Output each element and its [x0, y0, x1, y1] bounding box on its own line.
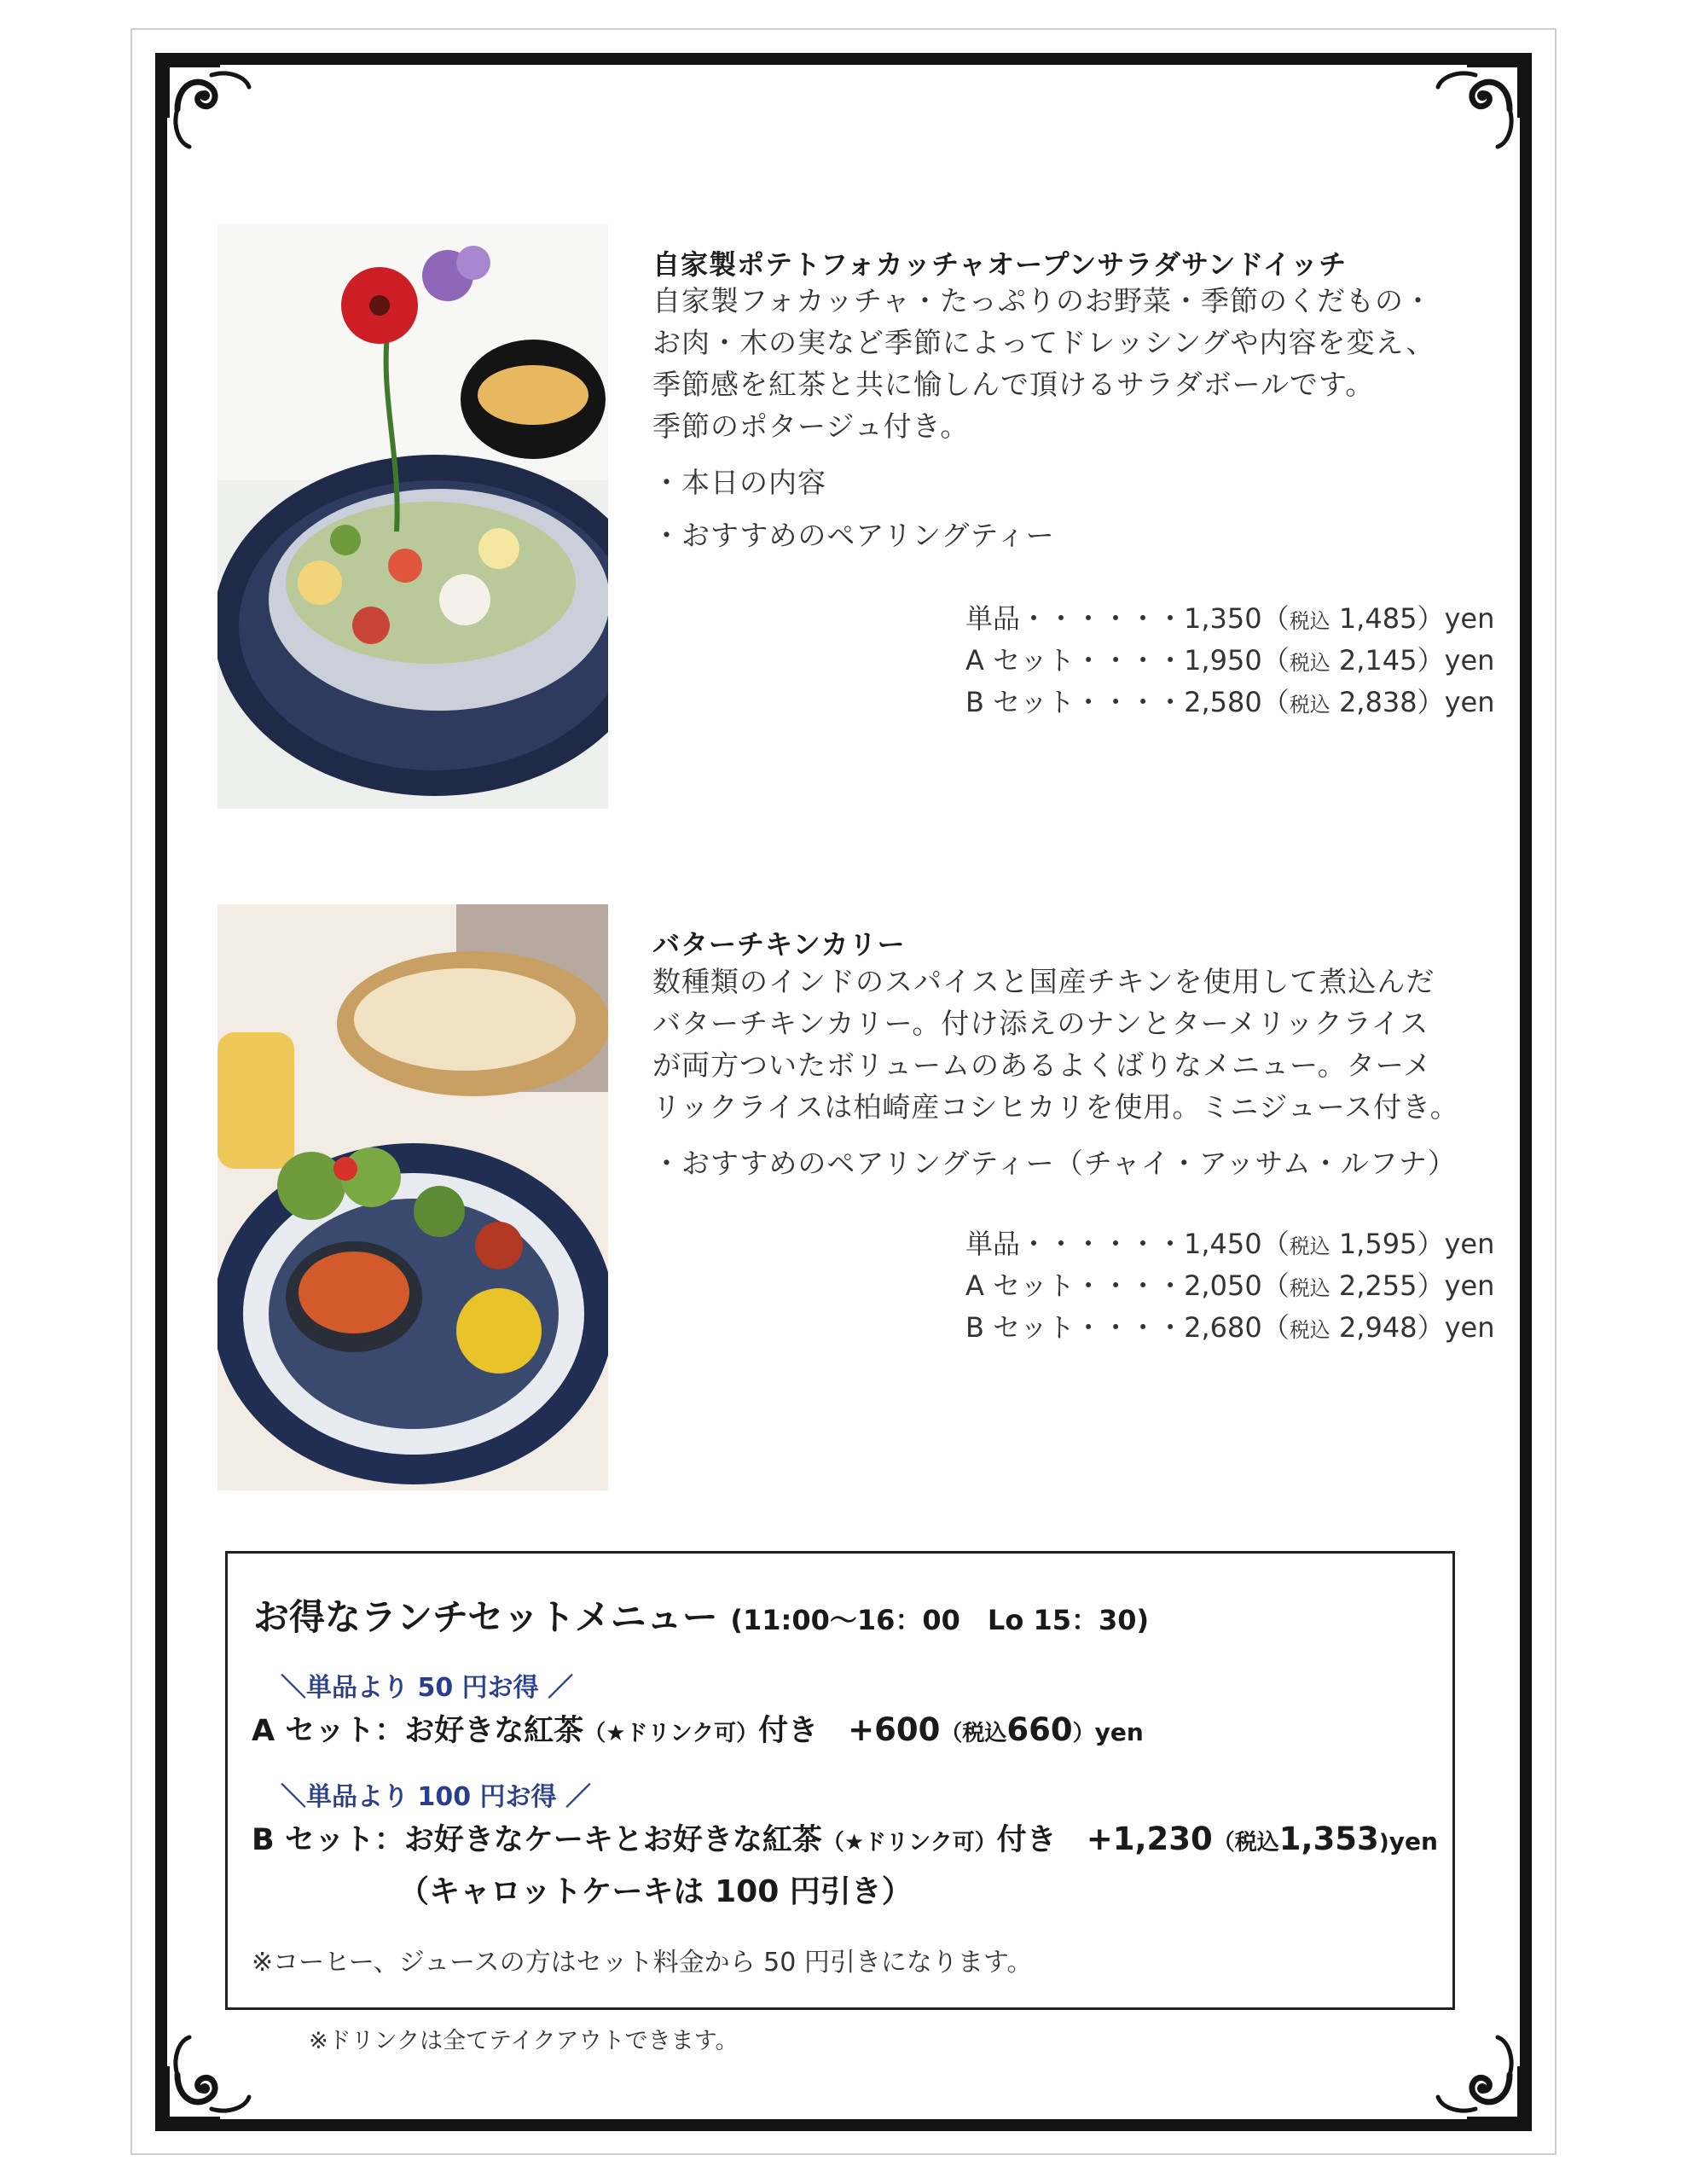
set-b-line — [252, 1816, 1438, 1859]
price-label: B セット・・・・2,580 — [965, 686, 1262, 718]
bullet-item: ・おすすめのペアリングティー（チャイ・アッサム・ルフナ） — [652, 1147, 1457, 1180]
price-row: A セット・・・・2,050（税込 2,255）yen — [965, 1269, 1495, 1302]
corner-ornament-icon — [160, 2024, 263, 2126]
takeout-note: ※ドリンクは全てテイクアウトできます。 — [309, 2028, 739, 2054]
bullet-item: ・本日の内容 — [652, 466, 826, 499]
corner-ornament-icon — [1424, 2024, 1527, 2126]
tax-price: 2,948 — [1338, 1311, 1417, 1344]
price-list — [965, 597, 1494, 723]
tax-label: 税込 — [1289, 1234, 1330, 1258]
salad-photo — [217, 224, 608, 809]
tax-label: 税込 — [1289, 1318, 1330, 1342]
price-unit: yen — [1388, 1827, 1438, 1856]
corner-ornament-icon — [1424, 58, 1527, 160]
price-unit: yen — [1444, 1228, 1495, 1260]
tax-label: 税込 — [1289, 609, 1330, 633]
corner-ornament-icon — [160, 58, 263, 160]
set-a-line — [252, 1707, 1144, 1750]
item-title: バターチキンカリー — [652, 927, 906, 961]
carrot-cake-note: （キャロットケーキは 100 円引き） — [398, 1874, 913, 1909]
description-line: 自家製フォカッチャ・たっぷりのお野菜・季節のくだもの・ — [652, 284, 1434, 317]
tax-label: 税込 — [1289, 693, 1330, 717]
tax-price: 1,595 — [1338, 1228, 1417, 1260]
lunch-set-box — [225, 1551, 1455, 2010]
tax-open: （税込 — [940, 1721, 1007, 1746]
tax-price: 1,485 — [1338, 602, 1417, 635]
price-label: A セット・・・・1,950 — [965, 644, 1262, 677]
lunch-set-heading: お得なランチセットメニュー — [253, 1596, 718, 1638]
set-price: +1,230 — [1086, 1821, 1213, 1857]
item-description — [652, 280, 1488, 447]
item-title: 自家製ポテトフォカッチャオープンサラダサンドイッチ — [652, 247, 1348, 281]
item-description — [652, 961, 1488, 1128]
tax-label: 税込 — [1289, 651, 1330, 675]
description-line: 数種類のインドのスパイスと国産チキンを使用して煮込んだ — [652, 965, 1435, 998]
price-unit: yen — [1094, 1718, 1144, 1746]
discount-badge: ＼単品より 50 円お得 ／ — [281, 1673, 574, 1703]
set-label: A セット：お好きな紅茶 — [252, 1714, 584, 1748]
tax-price: 2,255 — [1338, 1269, 1417, 1302]
set-suffix: 付き — [996, 1823, 1057, 1857]
price-row: B セット・・・・2,680（税込 2,948）yen — [965, 1311, 1495, 1344]
description-line: バターチキンカリー。付け添えのナンとターメリックライス — [652, 1007, 1429, 1040]
set-tax-price: 660 — [1006, 1711, 1073, 1748]
tax-close: ) — [1378, 1830, 1389, 1856]
tax-price: 2,145 — [1338, 644, 1417, 677]
curry-photo — [217, 904, 608, 1490]
description-line: お肉・木の実など季節によってドレッシングや内容を変え、 — [652, 326, 1435, 359]
price-unit: yen — [1444, 602, 1495, 635]
lunch-hours: (11:00～16：00 Lo 15：30) — [730, 1604, 1150, 1636]
lunch-set-title — [253, 1589, 1149, 1641]
tax-price: 2,838 — [1338, 686, 1417, 718]
bullet-item: ・おすすめのペアリングティー — [652, 519, 1055, 552]
set-note: （★ドリンク可） — [821, 1830, 997, 1856]
set-suffix: 付き — [758, 1714, 819, 1748]
price-row: 単品・・・・・・1,450（税込 1,595）yen — [965, 1228, 1495, 1260]
price-unit: yen — [1444, 644, 1495, 677]
price-unit: yen — [1444, 1269, 1495, 1302]
set-price: +600 — [848, 1711, 941, 1748]
description-line: リックライスは柏崎産コシヒカリを使用。ミニジュース付き。 — [652, 1090, 1459, 1124]
description-line: が両方ついたボリュームのあるよくばりなメニュー。ターメ — [652, 1048, 1433, 1082]
price-unit: yen — [1444, 1311, 1495, 1344]
box-footnote: ※コーヒー、ジュースの方はセット料金から 50 円引きになります。 — [252, 1948, 1033, 1978]
discount-badge: ＼単品より 100 円お得 ／ — [281, 1782, 591, 1812]
price-row: A セット・・・・1,950（税込 2,145）yen — [965, 644, 1495, 677]
tax-label: 税込 — [1289, 1276, 1330, 1300]
tax-close: ） — [1072, 1721, 1095, 1746]
price-list — [965, 1223, 1494, 1348]
price-label: A セット・・・・2,050 — [965, 1269, 1262, 1302]
description-line: 季節のポタージュ付き。 — [652, 410, 970, 443]
price-label: 単品・・・・・・1,450 — [965, 1228, 1262, 1260]
tax-open: （税込 — [1212, 1830, 1279, 1856]
price-row: 単品・・・・・・1,350（税込 1,485）yen — [965, 602, 1495, 635]
price-label: 単品・・・・・・1,350 — [965, 602, 1262, 635]
price-row: B セット・・・・2,580（税込 2,838）yen — [965, 686, 1495, 718]
set-label: B セット：お好きなケーキとお好きな紅茶 — [252, 1823, 822, 1857]
price-label: B セット・・・・2,680 — [965, 1311, 1262, 1344]
set-tax-price: 1,353 — [1278, 1821, 1379, 1857]
price-unit: yen — [1444, 686, 1495, 718]
description-line: 季節感を紅茶と共に愉しんで頂けるサラダボールです。 — [652, 368, 1375, 401]
set-note: （★ドリンク可） — [583, 1721, 759, 1746]
